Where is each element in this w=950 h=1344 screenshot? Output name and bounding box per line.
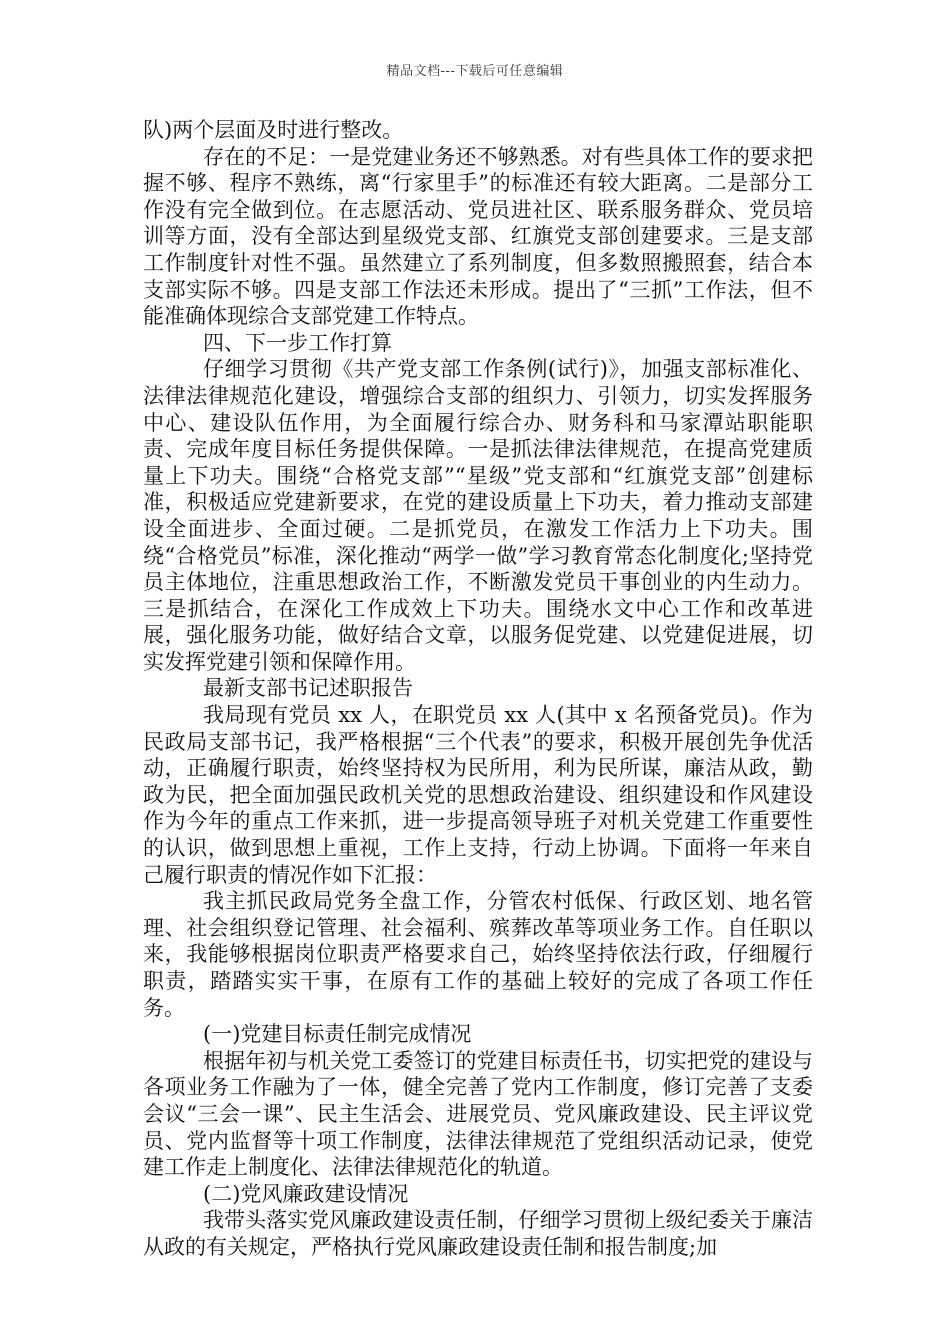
page-header: 精品文档---下载后可任意编辑 [386,64,564,79]
paragraph: 我带头落实党风廉政建设责任制，仔细学习贯彻上级纪委关于廉洁从政的有关规定，严格执行党风廉政建设责任制和报告制度;加 [143,1208,813,1259]
paragraph: 队)两个层面及时进行整改。 [143,118,404,142]
paragraph: 我主抓民政局党务全盘工作，分管农村低保、行政区划、地名管理、社会组织登记管理、社会福利、殡葬改革等项业务工作。自任职以来，我能够根据岗位职责严格要求自己，始终坚持依法行政，仔细履行职责，踏踏实实干事，在原有工作的基础上较好的完成了各项工作任务。 [143,889,813,1020]
document-body [143,117,813,1261]
paragraph: 我局现有党员 xx 人，在职党员 xx 人(其中 x 名预备党员)。作为民政局支部书记，我严格根据“三个代表”的要求，积极开展创先争优活动，正确履行职责，始终坚持权为民所用，利为民所谋，廉洁从政，勤政为民，把全面加强民政机关党的思想政治建设、组织建设和作风建设作为今年的重点工作来抓，进一步提高领导班子对机关党建工作重要性的认识，做到思想上重视，工作上支持，行动上协调。下面将一年来自己履行职责的情况作如下汇报： [143,703,813,887]
section-heading: 四、下一步工作打算 [203,330,392,355]
paragraph: 根据年初与机关党工委签订的党建目标责任书，切实把党的建设与各项业务工作融为了一体，健全完善了党内工作制度，修订完善了支委会议“三会一课”、民主生活会、进展党员、党风廉政建设、民主评议党员、党内监督等十项工作制度，法律法律规范了党组织活动记录，使党建工作走上制度化、法律法律规范化的轨道。 [143,1048,813,1180]
paragraph: 仔细学习贯彻《共产党支部工作条例(试行)》，加强支部标准化、法律法律规范化建设，增强综合支部的组织力、引领力，切实发挥服务中心、建设队伍作用，为全面履行综合办、财务科和马家潭站职能职责、完成年度目标任务提供保障。一是抓法律法律规范，在提高党建质量上下功夫。围绕“合格党支部”“星级”党支部和“红旗党支部”创建标准，积极适应党建新要求，在党的建设质量上下功夫，着力推动支部建设全面进步、全面过硬。二是抓党员，在激发工作活力上下功夫。围绕“合格党员”标准，深化推动“两学一做”学习教育常态化制度化;坚持党员主体地位，注重思想政治工作，不断激发党员干事创业的内生动力。三是抓结合，在深化工作成效上下功夫。围绕水文中心工作和改革进展，强化服务功能，做好结合文章，以服务促党建、以党建促进展，切实发挥党建引领和保障作用。 [143,357,813,674]
report-title: 最新支部书记述职报告 [203,676,413,701]
section-heading: (一)党建目标责任制完成情况 [203,1022,472,1047]
paragraph: 存在的不足：一是党建业务还不够熟悉。对有些具体工作的要求把握不够、程序不熟练，离“行家里手”的标准还有较大距离。二是部分工作没有完全做到位。在志愿活动、党员进社区、联系服务群众、党员培训等方面，没有全部达到星级党支部、红旗党支部创建要求。三是支部工作制度针对性不强。虽然建立了系列制度，但多数照搬照套，结合本支部实际不够。四是支部工作法还未形成。提出了“三抓”工作法，但不能准确体现综合支部党建工作特点。 [143,144,813,329]
section-heading: (二)党风廉政建设情况 [203,1181,409,1206]
